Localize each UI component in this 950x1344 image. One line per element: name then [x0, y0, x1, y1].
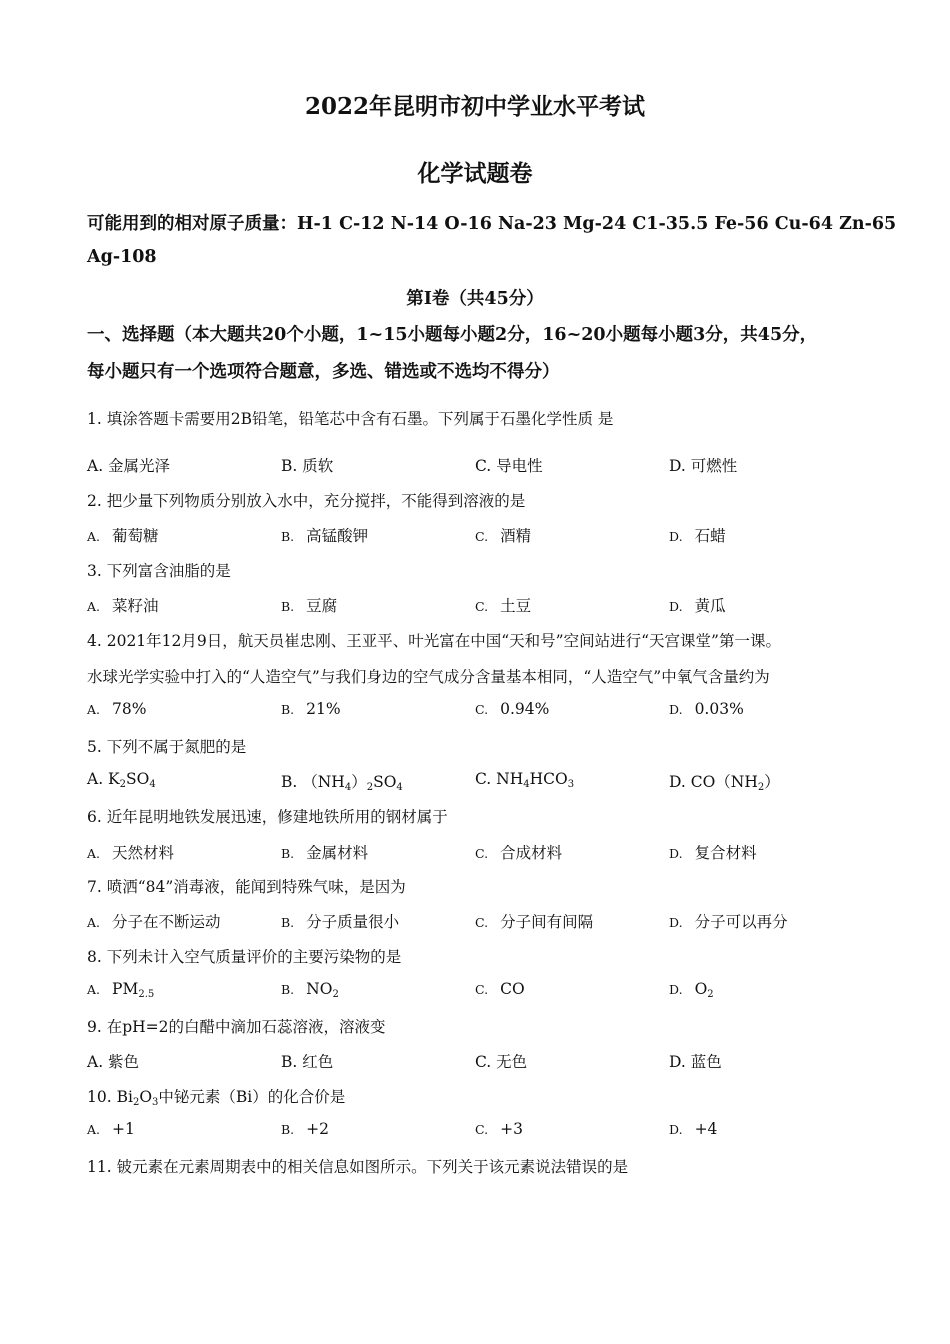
- option-b[interactable]: B. 红色: [281, 1053, 334, 1071]
- option-d[interactable]: [669, 1120, 717, 1138]
- question-3-stem: 3. 下列富含油脂的是: [87, 562, 231, 580]
- option-d[interactable]: D. 蓝色: [669, 1053, 722, 1071]
- formula-subscript: 2: [119, 779, 127, 790]
- option-d[interactable]: [669, 841, 757, 863]
- option-letter: C.: [475, 915, 489, 930]
- option-text: 78%: [112, 700, 147, 718]
- option-text: 分子在不断运动: [112, 913, 221, 931]
- question-2-stem: 2. 把少量下列物质分别放入水中，充分搅拌，不能得到溶液的是: [87, 492, 526, 510]
- formula-subscript: 4: [344, 782, 352, 793]
- option-letter: D.: [669, 915, 683, 930]
- option-letter: B.: [281, 599, 295, 614]
- option-c[interactable]: [475, 594, 531, 616]
- question-6-stem: 6. 近年昆明地铁发展迅速，修建地铁所用的钢材属于: [87, 808, 448, 826]
- option-letter: B.: [281, 702, 295, 717]
- option-c[interactable]: C. 无色: [475, 1053, 528, 1071]
- question-5-stem: 5. 下列不属于氮肥的是: [87, 738, 247, 756]
- formula-subscript: 2: [332, 989, 339, 1000]
- option-letter: B.: [281, 1122, 295, 1137]
- option-a[interactable]: [87, 700, 146, 718]
- option-letter: A.: [87, 982, 101, 997]
- option-text: 分子间有间隔: [500, 913, 594, 931]
- option-text: 21%: [306, 700, 341, 718]
- option-letter: B.: [281, 982, 295, 997]
- stem-text: O: [139, 1088, 153, 1106]
- formula-part: C. NH: [475, 770, 524, 788]
- option-text: 葡萄糖: [112, 527, 159, 545]
- option-letter: B.: [281, 915, 295, 930]
- option-text: 土豆: [500, 597, 532, 615]
- option-d[interactable]: [669, 910, 788, 932]
- option-text: 高锰酸钾: [306, 527, 369, 545]
- option-letter: D.: [669, 702, 683, 717]
- option-letter: A.: [87, 915, 101, 930]
- formula-part: ）: [351, 773, 367, 791]
- option-a[interactable]: [87, 910, 221, 932]
- question-1-stem: 1. 填涂答题卡需要用2B铅笔，铅笔芯中含有石墨。下列属于石墨化学性质 是: [87, 410, 614, 428]
- option-a[interactable]: A. 紫色: [87, 1053, 140, 1071]
- option-letter: B.: [281, 846, 295, 861]
- option-d[interactable]: [669, 700, 744, 718]
- question-8-stem: 8. 下列未计入空气质量评价的主要污染物的是: [87, 948, 402, 966]
- section-heading-line-2: 每小题只有一个选项符合题意，多选、错选或不选均不得分）: [87, 362, 560, 382]
- option-b[interactable]: [281, 841, 368, 863]
- formula-subscript: 2: [757, 782, 765, 793]
- formula-subscript: 4: [149, 779, 156, 790]
- option-c[interactable]: [475, 980, 525, 998]
- option-letter: C.: [475, 529, 489, 544]
- question-4-stem-continued: 水球光学实验中打入的“人造空气”与我们身边的空气成分含量基本相同，“人造空气”中氧气含量约为: [87, 668, 770, 686]
- option-letter: C.: [475, 846, 489, 861]
- option-letter: B.: [281, 529, 295, 544]
- option-text: O: [694, 980, 708, 998]
- question-11-stem: 11. 铍元素在元素周期表中的相关信息如图所示。下列关于该元素说法错误的是: [87, 1158, 629, 1176]
- option-text: PM: [112, 980, 139, 998]
- option-text: 0.03%: [694, 700, 744, 718]
- option-text: 黄瓜: [694, 597, 726, 615]
- option-d[interactable]: [669, 980, 714, 1000]
- question-9-stem: 9. 在pH=2的白醋中滴加石蕊溶液，溶液变: [87, 1018, 386, 1036]
- option-letter: D.: [669, 1122, 683, 1137]
- option-b[interactable]: [281, 700, 341, 718]
- formula-subscript: 2: [707, 989, 714, 1000]
- option-text: 复合材料: [694, 844, 757, 862]
- option-d[interactable]: [669, 524, 726, 546]
- option-b[interactable]: [281, 770, 403, 793]
- option-text: 豆腐: [306, 597, 338, 615]
- option-a[interactable]: [87, 524, 159, 546]
- option-c[interactable]: [475, 700, 549, 718]
- formula-part: SO: [126, 770, 150, 788]
- option-b[interactable]: [281, 594, 337, 616]
- option-c[interactable]: [475, 841, 562, 863]
- option-d[interactable]: D. 可燃性: [669, 457, 738, 475]
- option-a[interactable]: [87, 841, 174, 863]
- formula-part: SO: [373, 773, 397, 791]
- option-b[interactable]: [281, 980, 339, 1000]
- option-d[interactable]: [669, 770, 780, 793]
- option-text: +1: [112, 1120, 135, 1138]
- option-c[interactable]: C. 导电性: [475, 457, 543, 475]
- option-text: CO: [500, 980, 525, 998]
- option-text: 分子可以再分: [694, 913, 788, 931]
- option-letter: A.: [87, 1122, 101, 1137]
- atomic-mass-line-2: Ag-108: [87, 247, 157, 267]
- question-7-stem: 7. 喷洒“84”消毒液，能闻到特殊气味，是因为: [87, 878, 406, 896]
- option-letter: D.: [669, 982, 683, 997]
- formula-subscript: 2: [366, 782, 374, 793]
- option-text: NO: [306, 980, 333, 998]
- option-text: +4: [694, 1120, 718, 1138]
- formula-part: HCO: [529, 770, 568, 788]
- option-letter: A.: [87, 846, 101, 861]
- option-a[interactable]: A. 金属光泽: [87, 457, 171, 475]
- formula-part: A. K: [87, 770, 120, 788]
- option-a[interactable]: [87, 980, 154, 1000]
- option-d[interactable]: [669, 594, 726, 616]
- question-10-stem: [87, 1085, 877, 1108]
- formula-subscript: 2.5: [138, 989, 155, 1000]
- option-b[interactable]: B. 质软: [281, 457, 334, 475]
- option-text: 菜籽油: [112, 597, 159, 615]
- section-heading-line-1: 一、选择题（本大题共20个小题，1~15小题每小题2分，16~20小题每小题3分，共45分，: [87, 325, 818, 345]
- atomic-mass-line-1: 可能用到的相对原子质量：H-1 C-12 N-14 O-16 Na-23 Mg-24 C1-35.5 Fe-56 Cu-64 Zn-65: [87, 214, 897, 234]
- question-4-stem: 4. 2021年12月9日，航天员崔忠刚、王亚平、叶光富在中国“天和号”空间站进行“天宫课堂”第一课。: [87, 632, 781, 650]
- option-c[interactable]: [475, 770, 574, 790]
- option-letter: C.: [475, 599, 489, 614]
- option-a[interactable]: [87, 770, 156, 790]
- option-letter: C.: [475, 1122, 489, 1137]
- stem-text: 10. Bi: [87, 1088, 133, 1106]
- part-heading: 第Ⅰ卷（共45分）: [406, 289, 544, 309]
- option-a[interactable]: [87, 594, 159, 616]
- option-text: 分子质量很小: [306, 913, 400, 931]
- option-text: 金属材料: [306, 844, 369, 862]
- option-c[interactable]: [475, 1120, 523, 1138]
- option-letter: C.: [475, 982, 489, 997]
- paper-subtitle: 化学试题卷: [417, 160, 533, 187]
- option-letter: A.: [87, 702, 101, 717]
- option-text: +3: [500, 1120, 523, 1138]
- option-letter: A.: [87, 599, 101, 614]
- option-text: 天然材料: [112, 844, 175, 862]
- option-letter: D.: [669, 846, 683, 861]
- option-text: 石蜡: [694, 527, 726, 545]
- formula-part: B. （NH: [281, 773, 345, 791]
- option-b[interactable]: [281, 910, 399, 932]
- formula-subscript: 4: [523, 779, 530, 790]
- option-c[interactable]: [475, 910, 593, 932]
- option-text: 合成材料: [500, 844, 563, 862]
- option-text: +2: [306, 1120, 330, 1138]
- formula-subscript: 3: [567, 779, 575, 790]
- formula-part: D. CO（NH: [669, 773, 758, 791]
- formula-subscript: 3: [152, 1097, 159, 1108]
- option-b[interactable]: [281, 524, 368, 546]
- option-a[interactable]: [87, 1120, 135, 1138]
- page-title: 2022年昆明市初中学业水平考试: [304, 93, 645, 120]
- option-letter: D.: [669, 529, 683, 544]
- option-b[interactable]: [281, 1120, 329, 1138]
- option-letter: A.: [87, 529, 101, 544]
- option-c[interactable]: [475, 524, 531, 546]
- formula-subscript: 2: [132, 1097, 140, 1108]
- option-text: 酒精: [500, 527, 532, 545]
- formula-part: ）: [764, 773, 780, 791]
- option-letter: D.: [669, 599, 683, 614]
- option-letter: C.: [475, 702, 489, 717]
- stem-text: 中铋元素（Bi）的化合价是: [158, 1088, 346, 1106]
- option-text: 0.94%: [500, 700, 550, 718]
- formula-subscript: 4: [396, 782, 403, 793]
